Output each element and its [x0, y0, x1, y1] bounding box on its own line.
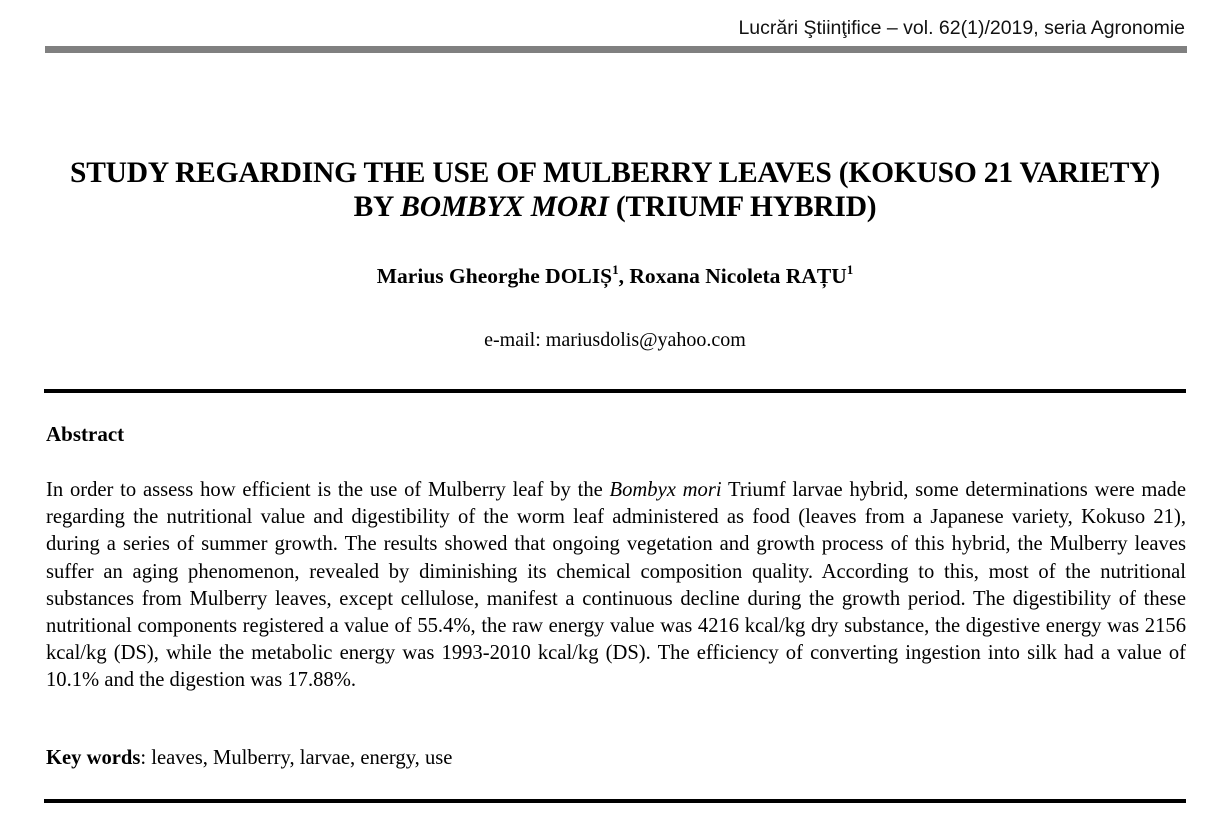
- abstract-text: In order to assess how efficient is the use of Mulberry leaf by the: [46, 479, 610, 501]
- author-separator: ,: [618, 264, 630, 288]
- contact-email: e-mail: mariusdolis@yahoo.com: [484, 329, 746, 351]
- author-list: [60, 264, 1170, 289]
- author-name: Roxana Nicoleta RAȚU: [629, 264, 847, 288]
- abstract-text-continued: Triumf larvae hybrid, some determinations were made regarding the nutritional value and digestibility of the worm leaf administered as food (leaves from a Japanese variety, Kokuso 21), during a series of summer growth. The results showed that ongoing vegetation and growth process of this hybrid, the Mulberry leaves suffer an aging phenomenon, revealed by diminishing its chemical composition quality. According to this, most of the nutritional substances from Mulberry leaves, except cellulose, manifest a continuous decline during the growth period. The digestibility of these nutritional components registered a value of 55.4%, the raw energy value was 4216 kcal/kg dry substance, the digestive energy was 2156 kcal/kg (DS), while the metabolic energy was 1993-2010 kcal/kg (DS). The efficiency of converting ingestion into silk had a value of 10.1% and the digestion was 17.88%.: [46, 479, 1186, 692]
- journal-header: Lucrări Ştiinţifice – vol. 62(1)/2019, seria Agronomie: [738, 17, 1185, 39]
- abstract-heading: Abstract: [46, 422, 125, 446]
- title-text-end: (TRIUMF HYBRID): [608, 191, 877, 223]
- author-affiliation: 1: [846, 262, 854, 277]
- abstract-body: [46, 477, 1186, 695]
- header-divider: [45, 46, 1187, 53]
- keywords: [46, 747, 452, 770]
- abstract-bottom-rule: [44, 799, 1186, 803]
- paper-title: [60, 156, 1170, 224]
- keywords-label: Key words: [46, 747, 141, 769]
- title-italic-species: BOMBYX MORI: [400, 191, 609, 223]
- author-name: Marius Gheorghe DOLIȘ: [376, 264, 613, 288]
- abstract-top-rule: [44, 389, 1186, 393]
- abstract-italic-species: Bombyx mori: [609, 479, 722, 501]
- author-affiliation: 1: [612, 262, 619, 277]
- keywords-separator: :: [140, 747, 152, 769]
- title-text: STUDY REGARDING THE USE OF MULBERRY LEAVES (KOKUSO 21 VARIETY) BY: [69, 157, 1161, 223]
- keywords-values: leaves, Mulberry, larvae, energy, use: [151, 747, 453, 769]
